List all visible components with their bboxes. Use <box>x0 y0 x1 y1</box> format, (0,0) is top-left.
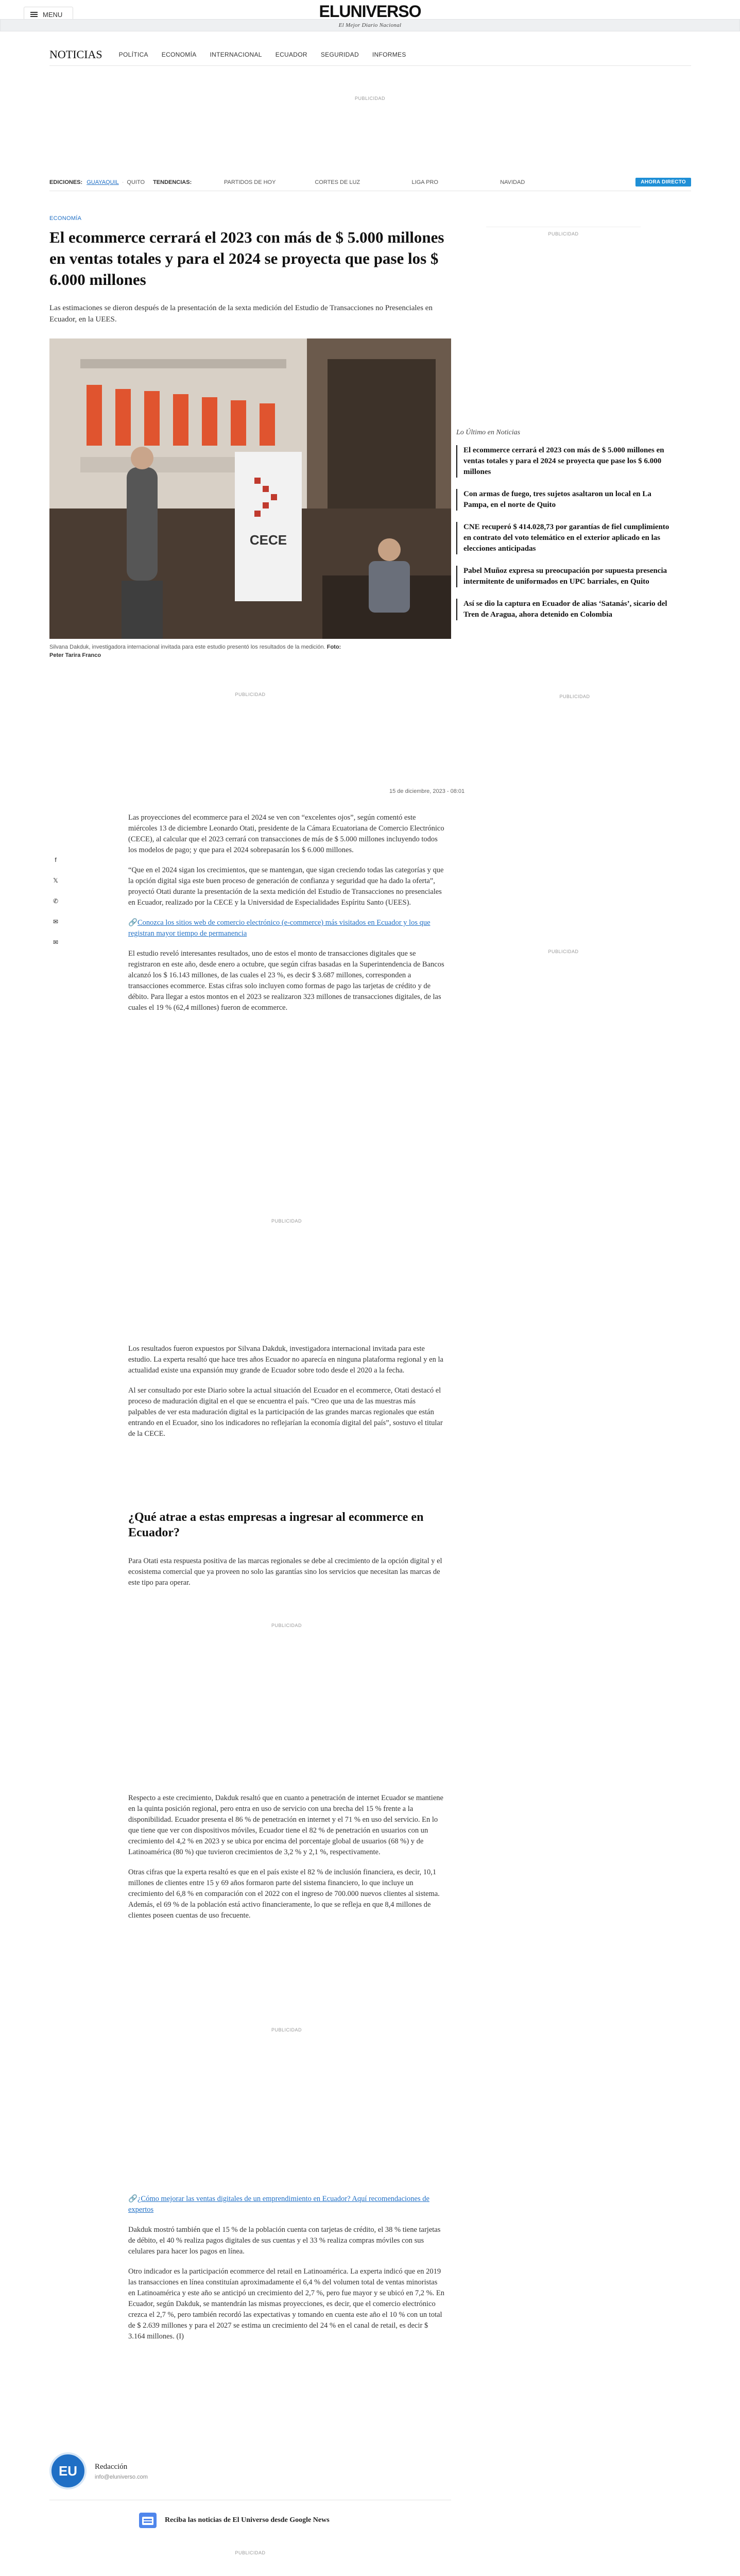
article-lead: Las estimaciones se dieron después de la presentación de la sexta medición del Estudio de Transacciones no Presenciales en Ecuador, en la UEES. <box>49 304 433 324</box>
paragraph: Otras cifras que la experta resaltó es que en el país existe el 82 % de inclusión financiera, es decir, 10,1 millones de clientes entre 15 y 69 años formaron parte del sistema financiero, lo que incluye un crecimiento del 6,8 % en comparación con el 2022 con el ingreso de 700.000 nuevos clientes al sistema. Además, el 69 % de la población está activo financieramente, lo que se refleja en que 8,4 millones de clientes poseen cuentas de uso frecuente. <box>128 1868 440 1920</box>
paragraph: Otro indicador es la participación ecommerce del retail en Latinoamérica. La experta indicó que en 2019 las transacciones en línea constituían aproximadamente el 6,4 % del volumen total de ventas minoristas en Latinoamérica y este año se anticipó un crecimiento del 2,7 %, pero fue mayor y se ubicó en 7,2 %. En Ecuador, según Dakduk, se mantendrán las mismas proyecciones, es decir, que el comercio electrónico crezca el 2,7 %, pero también recordó las expectativas y tomando en cuenta este año el 10 % con un total de $ 2.639 millones y para el 2027 se estima un crecimiento del 24 % en el canal de retail, es decir $ 3.164 millones. (I) <box>128 2267 445 2341</box>
live-badge[interactable]: AHORA DIRECTO <box>635 178 691 187</box>
caption-credit-label: Foto: <box>326 644 341 650</box>
latest-news-title: Lo Último en Noticias <box>456 429 521 436</box>
ad-label-inline-4: PUBLICIDAD <box>271 2027 302 2032</box>
article-kicker[interactable]: ECONOMÍA <box>49 215 82 222</box>
photo-caption <box>49 643 451 659</box>
ad-label-inline-1: PUBLICIDAD <box>235 692 266 697</box>
related-link-2[interactable] <box>128 2194 445 2215</box>
sidebar-ad <box>486 227 641 355</box>
link-icon: 🔗 <box>128 919 138 927</box>
editions-bar <box>49 175 691 190</box>
site-logo[interactable] <box>0 2 740 31</box>
ad-label-bottom-1: PUBLICIDAD <box>235 2550 266 2555</box>
brand-name: ELUNIVERSO <box>319 2 421 21</box>
paragraph: Dakduk mostró también que el 15 % de la población cuenta con tarjetas de crédito, el 38 % tiene tarjetas de débito, el 40 % realiza pagos digitales de sus cuentas y el 33 % realiza compras móviles con sus celulares para hacer los pagos en línea. <box>128 2226 441 2256</box>
article-body-4 <box>128 1793 445 1930</box>
caption-credit: Peter Tarira Franco <box>49 652 101 658</box>
link-icon: 🔗 <box>128 2195 138 2203</box>
author-email[interactable]: info@eluniverso.com <box>95 2474 148 2480</box>
ad-label-inline-3: PUBLICIDAD <box>271 1623 302 1628</box>
trend-cortes-luz[interactable]: CORTES DE LUZ <box>315 179 360 185</box>
paragraph: Para Otati esta respuesta positiva de las marcas regionales se debe al crecimiento de la opción digital y el ecosistema comercial que ya proveen no solo las garantías sino los servicios que necesitan las marcas de este tipo para operar. <box>128 1557 442 1587</box>
messenger-icon[interactable]: ✉ <box>53 918 59 925</box>
article-body-3 <box>128 1556 445 1598</box>
related-link-text[interactable]: ¿Cómo mejorar las ventas digitales de un emprendimiento en Ecuador? Aquí recomendaciones de expertos <box>128 2195 429 2214</box>
twitter-icon[interactable]: 𝕏 <box>53 877 58 884</box>
edition-quito[interactable]: QUITO <box>127 179 145 185</box>
related-link-1[interactable] <box>128 918 445 939</box>
nav-item-politica[interactable]: POLÍTICA <box>118 50 148 58</box>
ad-label-inline-2: PUBLICIDAD <box>271 1218 302 1224</box>
paragraph: Los resultados fueron expuestos por Silvana Dakduk, investigadora internacional invitada para este estudio. La experta resaltó que hace tres años Ecuador no aparecía en ninguna plataforma regional y en la actualidad existe una expansión muy grande de Ecuador sobre todo desde el 2020 a la fecha. <box>128 1345 443 1375</box>
latest-news-item[interactable]: Pabel Muñoz expresa su preocupación por supuesta presencia intermitente de uniformados en UPC barriales, en Quito <box>456 566 673 587</box>
ad-label-top: PUBLICIDAD <box>354 96 385 101</box>
paragraph: Respecto a este crecimiento, Dakduk resaltó que en cuanto a penetración de internet Ecuador se mantiene en la quinta posición regional, pero entra en uso de servicio con una brecha del 15 % frente a la disponibilidad. Ecuador presenta el 86 % de penetración en internet y el 71 % en uso del servicio. En lo que tiene que ver con dispositivos móviles, Ecuador tiene el 82 % de penetración en usuarios con un crecimiento del 4,2 % en 2023 y se ubica por encima del porcentaje global de usuarios (68 %) y de Latinoamérica (80 %) que tuvieron crecimientos de 3,2 % y 2,1 %, respectivamente. <box>128 1794 443 1856</box>
email-icon[interactable]: ✉ <box>53 939 59 946</box>
facebook-icon[interactable]: f <box>55 856 57 863</box>
article-body-1 <box>128 812 445 1023</box>
caption-text: Silvana Dakduk, investigadora internacional invitada para este estudio presentó los resultados de la medición. <box>49 644 325 650</box>
share-bar <box>49 854 62 957</box>
paragraph: “Que en el 2024 sigan los crecimientos, que se mantengan, que sigan creciendo todas las categorías y que la opción digital siga este buen proceso de generación de confianza y seguridad que ha dado la oferta”, proyectó Otati durante la presentación de la sexta medición del Estudio de Transacciones no presenciales en Ecuador, realizado por la CECE y la Universidad de Especialidades Espíritu Santo (UEES). <box>128 866 444 907</box>
photo-logo-text: CECE <box>249 532 287 548</box>
trend-liga-pro[interactable]: LIGA PRO <box>411 179 438 185</box>
nav-item-seguridad[interactable]: SEGURIDAD <box>320 50 359 58</box>
trend-partidos[interactable]: PARTIDOS DE HOY <box>224 179 276 185</box>
ad-label-sidebar-2: PUBLICIDAD <box>559 694 590 699</box>
whatsapp-icon[interactable]: ✆ <box>53 897 59 905</box>
article-photo <box>49 338 451 639</box>
nav-item-informes[interactable]: INFORMES <box>372 50 406 58</box>
related-link-text[interactable]: Conozca los sitios web de comercio electrónico (e-commerce) más visitados en Ecuador y los que registran mayor tiempo de permanencia <box>128 919 431 938</box>
author-card <box>49 2452 369 2494</box>
google-news-text: Reciba las noticias de El Universo desde Google News <box>165 2516 330 2524</box>
article-headline: El ecommerce cerrará el 2023 con más de $ 5.000 millones en ventas totales y para el 2024 se proyecta que pase los $ 6.000 millones <box>49 228 444 289</box>
edition-separator: · <box>122 179 124 185</box>
ad-label-sidebar: PUBLICIDAD <box>548 231 579 236</box>
paragraph: Las proyecciones del ecommerce para el 2024 se ven con “excelentes ojos”, según comentó este miércoles 13 de diciembre Leonardo Otati, presidente de la Cámara Ecuatoriana de Comercio Electrónico (CECE), al calcular que el 2023 cerrará con transacciones de más de $ 5.000 millones incluyendo todos los modelos de pago; y que para el 2024 sobrepasarán los $ 6.000 millones. <box>128 814 444 854</box>
google-news-cta[interactable] <box>139 2511 407 2530</box>
photo-illustration <box>49 338 451 639</box>
latest-news-item[interactable]: CNE recuperó $ 414.028,73 por garantías de fiel cumplimiento en contrato del voto telemático en el exterior aplicado en las elecciones anticipadas <box>456 522 673 554</box>
article-body-5 <box>128 2194 445 2351</box>
nav-item-economia[interactable]: ECONOMÍA <box>161 50 197 58</box>
latest-news-item[interactable]: Con armas de fuego, tres sujetos asaltaron un local en La Pampa, en el norte de Quito <box>456 489 673 511</box>
latest-news-item[interactable]: El ecommerce cerrará el 2023 con más de $ 5.000 millones en ventas totales y para el 2024 se proyecta que pase los $ 6.000 millones <box>456 445 673 478</box>
latest-news <box>456 429 693 632</box>
article-body-2 <box>128 1344 445 1449</box>
nav-item-ecuador[interactable]: ECUADOR <box>275 50 307 58</box>
section-title[interactable]: NOTICIAS <box>49 47 102 61</box>
top-bar <box>0 0 740 29</box>
article-date: 15 de diciembre, 2023 - 08:01 <box>389 788 465 794</box>
ad-label-sidebar-3: PUBLICIDAD <box>548 949 579 954</box>
trends-label: TENDENCIAS: <box>153 179 192 185</box>
brand-tagline: El Mejor Diario Nacional <box>0 19 740 31</box>
google-news-icon <box>139 2513 157 2528</box>
menu-label: MENU <box>43 10 63 19</box>
nav-item-internacional[interactable]: INTERNACIONAL <box>210 50 262 58</box>
section-nav <box>49 43 691 66</box>
article-subhead: ¿Qué atrae a estas empresas a ingresar al ecommerce en Ecuador? <box>128 1511 424 1539</box>
paragraph: Al ser consultado por este Diario sobre la actual situación del Ecuador en el ecommerce, Otati destacó el proceso de maduración digital en el que se encuentra el país. “Creo que una de las muestras más palpables de ver esta maduración digital es la participación de las grandes marcas regionales que están entrando en el Ecuador, sino los indicadores no reflejarían la economía digital del país”, sostuvo el titular de la CECE. <box>128 1386 443 1438</box>
author-name[interactable]: Redacción <box>95 2463 128 2471</box>
latest-news-item[interactable]: Así se dio la captura en Ecuador de alias ‘Satanás’, sicario del Tren de Aragua, ahora detenido en Colombia <box>456 599 673 620</box>
edition-guayaquil[interactable]: GUAYAQUIL <box>87 179 119 185</box>
editions-label: EDICIONES: <box>49 179 83 185</box>
paragraph: El estudio reveló interesantes resultados, uno de estos el monto de transacciones digitales que se registraron en este año, desde enero a octubre, que según cifras basadas en la Superintendencia de Bancos alcanzó los $ 16.143 millones, de las cuales el 23 %, es decir $ 3.687 millones, corresponden a transacciones ecommerce. Estas cifras solo incluyen como formas de pago las tarjetas de crédito y de débito. Para llegar a estos montos en el 2023 se realizaron 323 millones de transacciones digitales, de las cuales el 19 % (62,4 millones) fueron de ecommerce. <box>128 950 444 1012</box>
trend-navidad[interactable]: NAVIDAD <box>500 179 525 185</box>
author-avatar: EU <box>49 2452 87 2489</box>
